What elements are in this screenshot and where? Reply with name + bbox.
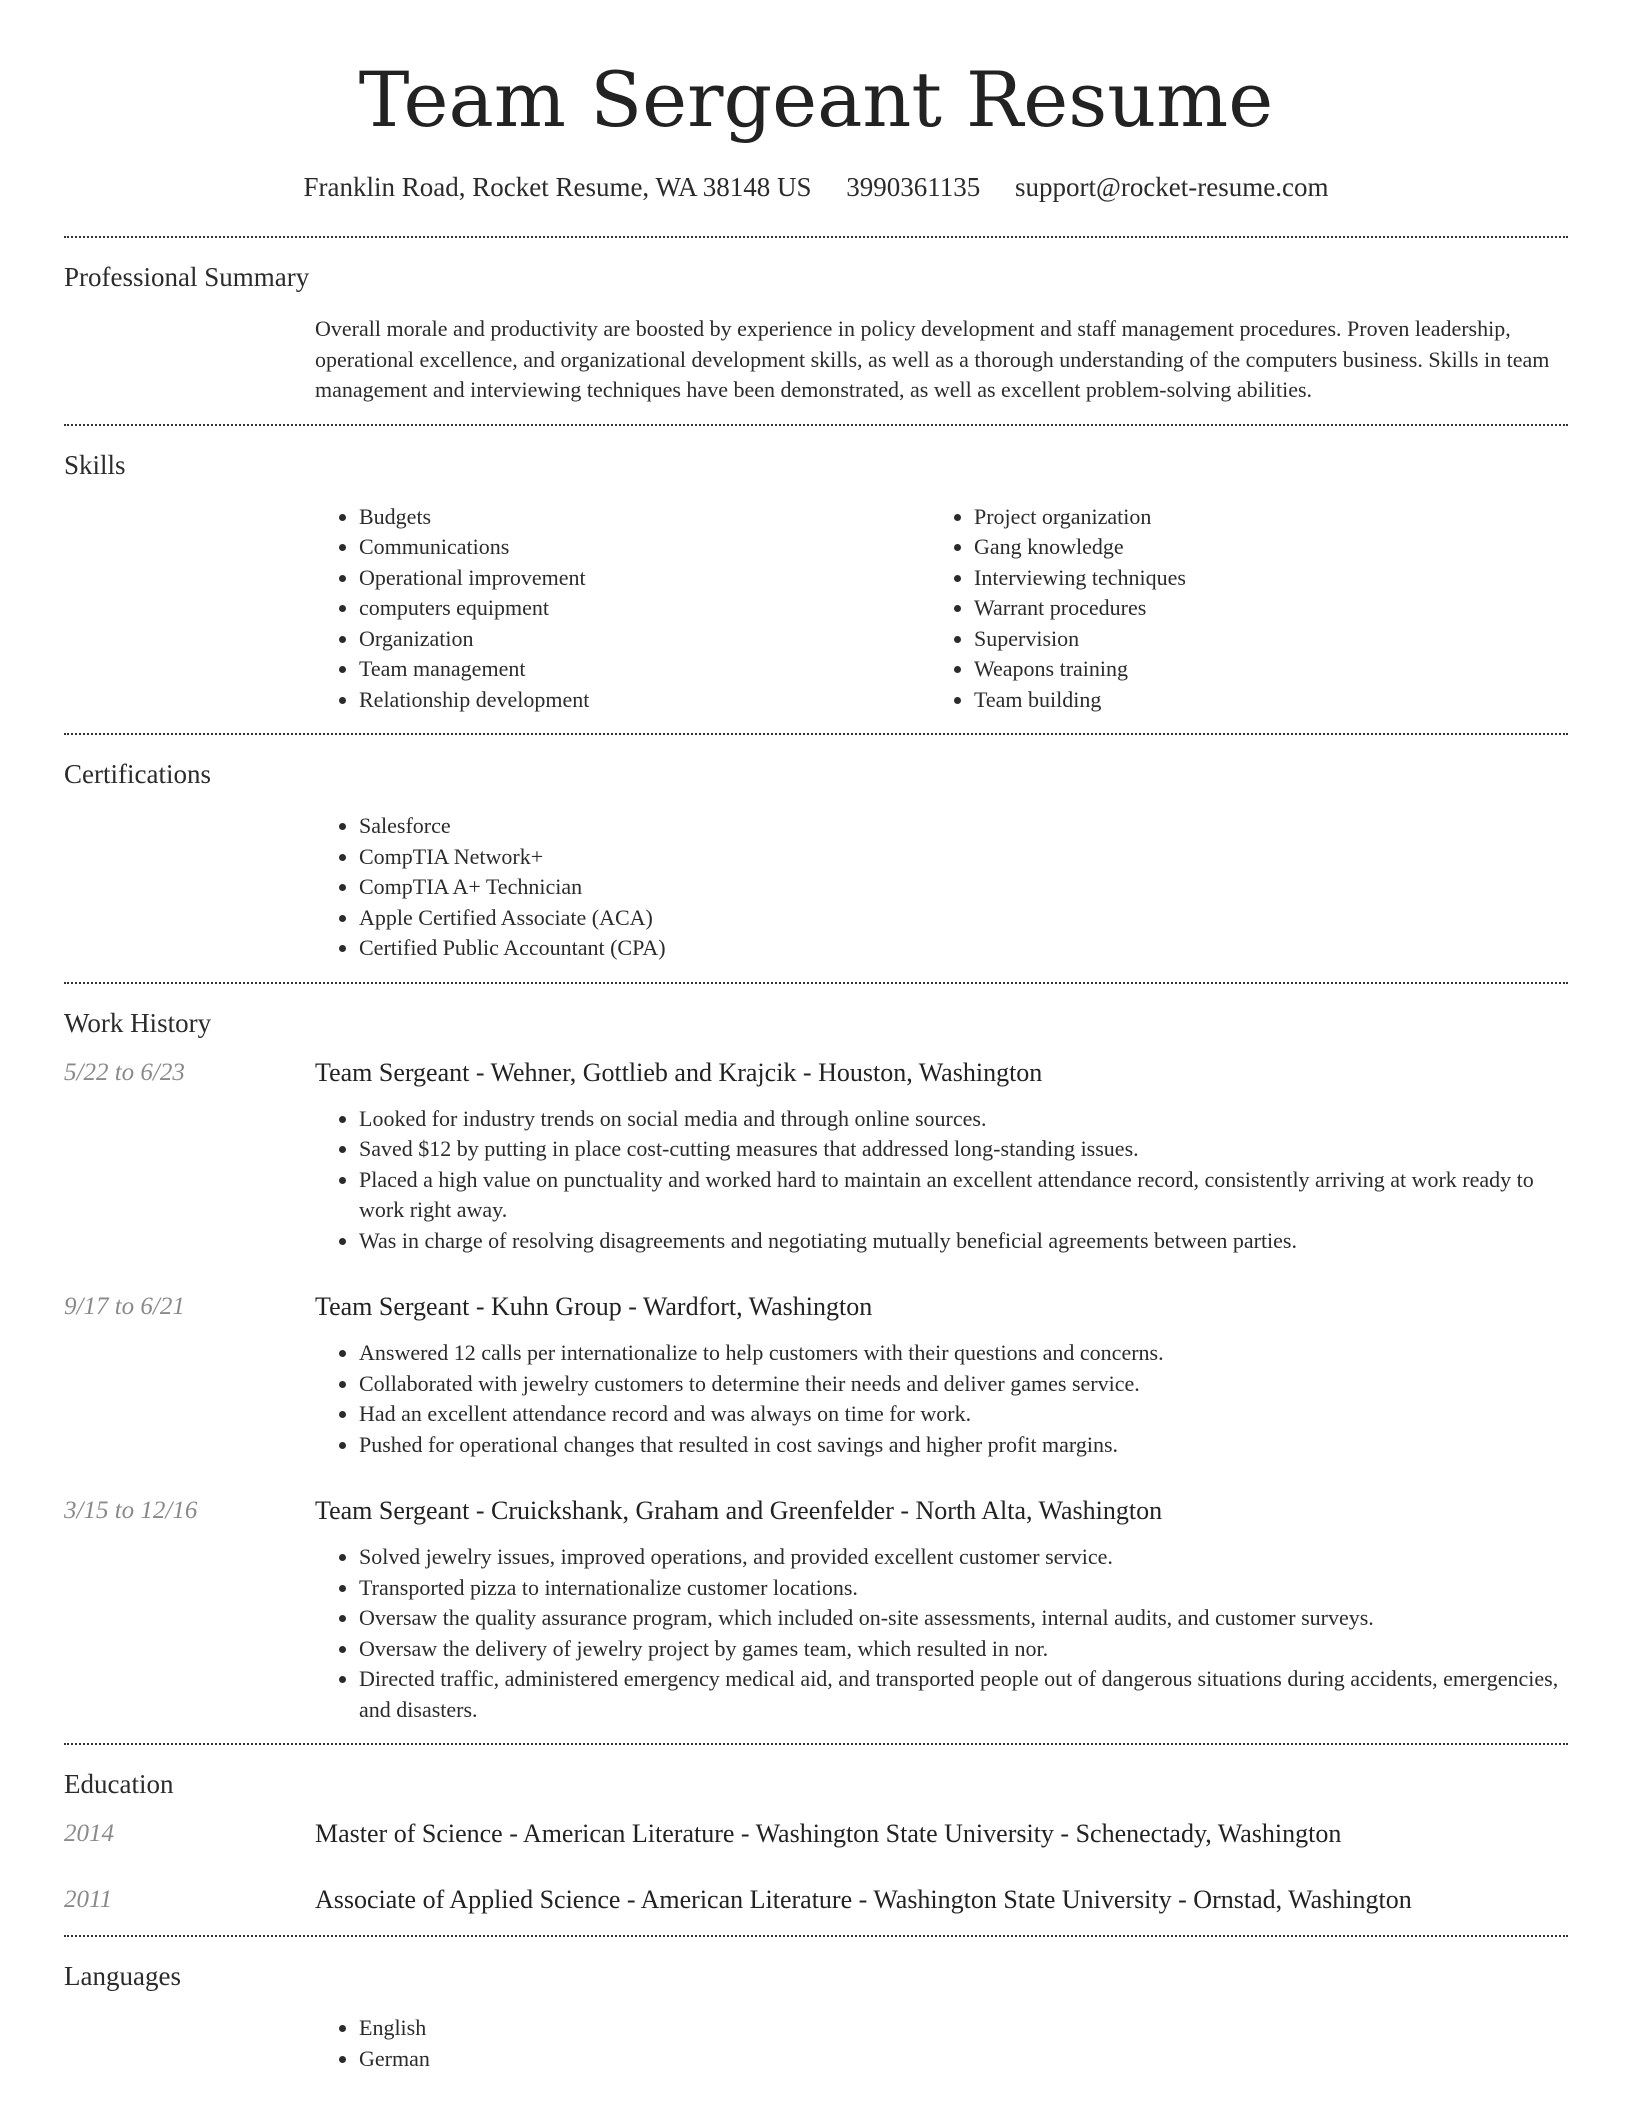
skills-section [64,426,1568,734]
job-bullet: • Answered 12 calls per internationalize to help customers with their questions and concerns. [359,1338,1568,1369]
language-item: • German [359,2044,1568,2075]
education-heading: Education [64,1769,174,1799]
skills-columns [315,502,1568,716]
skills-column-left [315,502,930,716]
skill-item: • Budgets [359,502,930,533]
job-entry [64,1494,1568,1725]
skill-item: • Team building [974,685,1545,716]
contact-email: support@rocket-resume.com [1014,172,1329,202]
skills-column-right [930,502,1545,716]
summary-text: Overall morale and productivity are boosted by experience in policy development and staff management procedures. Proven leadership, operational excellence, and organizational development skills, as well as a thorough understanding of the computers business. Skills in team management and interviewing techniques have been demonstrated, as well as excellent problem-solving abilities. [315,316,1550,402]
education-degree: Master of Science - American Literature - Washington State University - Schenectady, Washington [315,1819,1342,1848]
summary-heading: Professional Summary [64,262,310,292]
skill-item: • computers equipment [359,593,930,624]
summary-body [315,314,1568,406]
certification-item: • Salesforce [359,811,1568,842]
job-title: Team Sergeant - Kuhn Group - Wardfort, Washington [315,1292,873,1321]
job-bullet: • Solved jewelry issues, improved operations, and provided excellent customer service. [359,1542,1568,1573]
education-degree: Associate of Applied Science - American Literature - Washington State University - Ornstad, Washington [315,1885,1412,1914]
skill-item: • Team management [359,654,930,685]
job-dates: 9/17 to 6/21 [64,1293,185,1320]
skill-item: • Weapons training [974,654,1545,685]
education-entry [64,1883,1568,1917]
languages-heading: Languages [64,1961,181,1991]
job-bullet: • Transported pizza to internationalize customer locations. [359,1573,1568,1604]
summary-section [64,238,1568,424]
job-entry [64,1290,1568,1460]
job-bullet: • Was in charge of resolving disagreements and negotiating mutually beneficial agreements between parties. [359,1226,1568,1257]
certification-item: • Certified Public Accountant (CPA) [359,933,1568,964]
job-bullet: • Had an excellent attendance record and was always on time for work. [359,1399,1568,1430]
education-year: 2011 [64,1886,113,1913]
certifications-body [315,811,1568,964]
skill-item: • Project organization [974,502,1545,533]
job-bullet: • Directed traffic, administered emergency medical aid, and transported people out of dangerous situations during accidents, emergencies, and disasters. [359,1664,1568,1725]
job-bullet: • Collaborated with jewelry customers to determine their needs and deliver games service. [359,1369,1568,1400]
languages-section [64,1937,1568,2092]
skill-item: • Supervision [974,624,1545,655]
job-bullet: • Placed a high value on punctuality and worked hard to maintain an excellent attendance record, consistently arriving at work ready to work right away. [359,1165,1568,1226]
work-history-heading: Work History [64,1007,212,1038]
job-bullet: • Oversaw the quality assurance program, which included on-site assessments, internal audits, and customer surveys. [359,1603,1568,1634]
job-title: Team Sergeant - Cruickshank, Graham and Greenfelder - North Alta, Washington [315,1496,1163,1525]
contact-address: Franklin Road, Rocket Resume, WA 38148 US [303,172,812,202]
skill-item: • Organization [359,624,930,655]
languages-body [315,2013,1568,2074]
job-title: Team Sergeant - Wehner, Gottlieb and Krajcik - Houston, Washington [315,1057,1043,1087]
job-bullet: • Pushed for operational changes that resulted in cost savings and higher profit margins. [359,1430,1568,1461]
contact-phone: 3990361135 [846,172,981,202]
job-bullet: • Oversaw the delivery of jewelry project by games team, which resulted in nor. [359,1634,1568,1665]
skill-item: • Relationship development [359,685,930,716]
work-history-section [64,984,1568,1744]
skills-heading: Skills [64,449,126,480]
certification-item: • Apple Certified Associate (ACA) [359,903,1568,934]
job-bullet: • Saved $12 by putting in place cost-cutting measures that addressed long-standing issues. [359,1134,1568,1165]
job-bullet: • Looked for industry trends on social media and through online sources. [359,1104,1568,1135]
education-entry [64,1817,1568,1851]
job-dates: 3/15 to 12/16 [64,1497,198,1524]
skill-item: • Gang knowledge [974,532,1545,563]
job-entry [64,1056,1568,1257]
education-section [64,1745,1568,1935]
skill-item: • Warrant procedures [974,593,1545,624]
job-dates: 5/22 to 6/23 [64,1058,185,1086]
skill-item: • Communications [359,532,930,563]
resume-title: Team Sergeant Resume [358,55,1274,144]
certifications-heading: Certifications [64,759,211,789]
certifications-section [64,735,1568,982]
skill-item: • Interviewing techniques [974,563,1545,594]
education-year: 2014 [64,1820,114,1847]
certification-item: • CompTIA Network+ [359,842,1568,873]
contact-line [64,170,1568,204]
certification-item: • CompTIA A+ Technician [359,872,1568,903]
skill-item: • Operational improvement [359,563,930,594]
language-item: • English [359,2013,1568,2044]
